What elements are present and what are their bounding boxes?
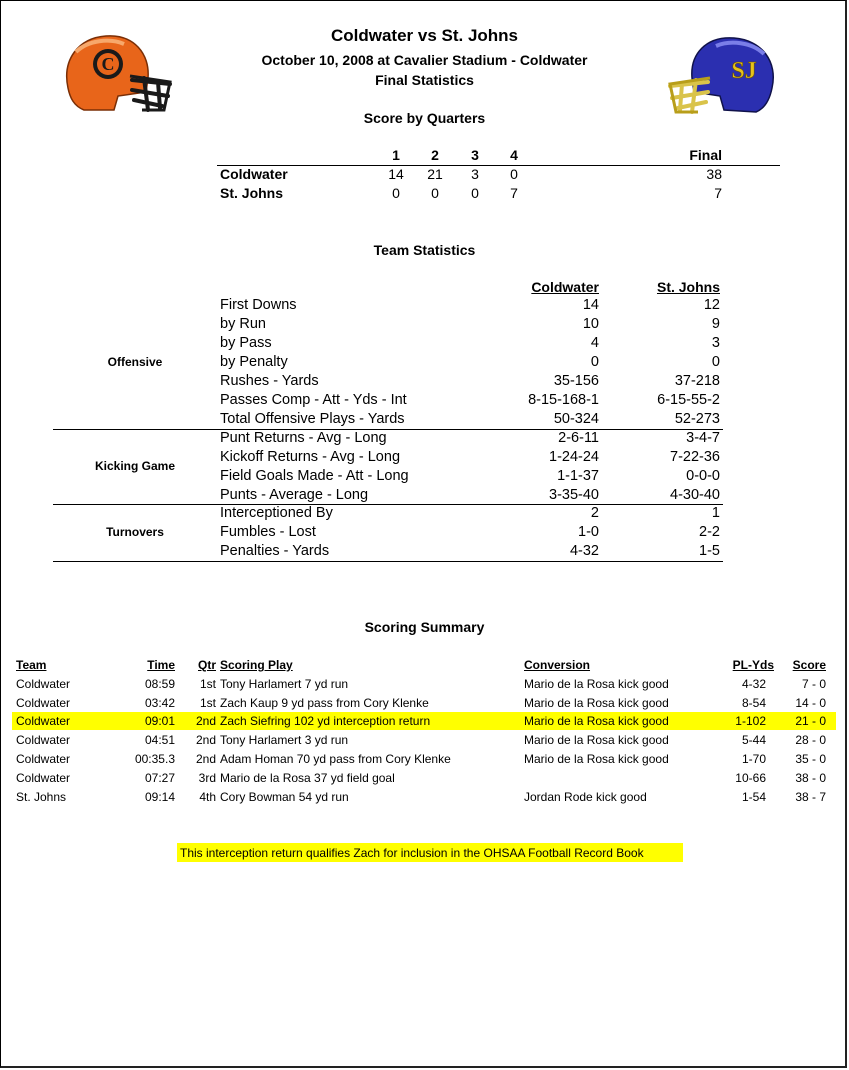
stat-stjohns: 52-273 xyxy=(674,411,720,427)
scoring-col-team: Team xyxy=(16,658,47,672)
stat-label: First Downs xyxy=(220,297,297,313)
stat-coldwater: 35-156 xyxy=(553,373,599,389)
scoring-col-time: Time xyxy=(147,658,175,672)
scoring-col-score: Score xyxy=(792,658,826,672)
stat-stjohns: 6-15-55-2 xyxy=(657,392,720,408)
group-label-kicking: Kicking Game xyxy=(94,459,176,473)
scoring-conversion: Mario de la Rosa kick good xyxy=(524,677,669,691)
stat-coldwater: 1-24-24 xyxy=(549,449,599,465)
quarter-score: 0 xyxy=(431,185,439,201)
quarter-header: 2 xyxy=(431,147,439,163)
scoring-score: 14 - 0 xyxy=(795,696,826,710)
quarter-score: 0 xyxy=(392,185,400,201)
scoring-qtr: 2nd xyxy=(195,752,216,766)
scoring-col-plyds: PL-Yds xyxy=(732,658,774,672)
stat-stjohns: 0-0-0 xyxy=(686,468,720,484)
scoring-conversion: Jordan Rode kick good xyxy=(524,790,647,804)
scoring-team: Coldwater xyxy=(16,677,71,691)
stat-label: by Pass xyxy=(220,335,272,351)
svg-text:SJ: SJ xyxy=(731,58,757,84)
stat-stjohns: 3-4-7 xyxy=(686,430,720,446)
scoring-qtr: 2nd xyxy=(195,733,216,747)
scoring-plyds: 1-70 xyxy=(741,752,766,766)
stat-coldwater: 1-1-37 xyxy=(557,468,599,484)
stat-coldwater: 1-0 xyxy=(578,524,599,540)
quarter-score: 0 xyxy=(510,166,518,182)
stat-stjohns: 9 xyxy=(711,316,720,332)
scoring-conversion: Mario de la Rosa kick good xyxy=(524,714,669,728)
stat-stjohns: 12 xyxy=(703,297,720,313)
scoring-time: 09:01 xyxy=(144,714,175,728)
group-divider xyxy=(53,504,723,505)
scoring-team: Coldwater xyxy=(16,696,71,710)
stat-coldwater: 4 xyxy=(590,335,599,351)
scoring-score: 38 - 0 xyxy=(795,771,826,785)
stat-stjohns: 4-30-40 xyxy=(670,487,720,503)
group-label-offensive: Offensive xyxy=(107,355,163,369)
final-header: Final xyxy=(689,147,722,163)
scoring-col-qtr: Qtr xyxy=(198,658,216,672)
scoring-time: 07:27 xyxy=(144,771,175,785)
game-date-location: October 10, 2008 at Cavalier Stadium - Coldwater xyxy=(261,52,588,68)
quarter-score: 14 xyxy=(388,166,404,182)
col-header-coldwater: Coldwater xyxy=(531,279,599,295)
scoring-qtr: 1st xyxy=(199,696,216,710)
stat-stjohns: 3 xyxy=(711,335,720,351)
scoring-plyds: 10-66 xyxy=(735,771,766,785)
final-score: 38 xyxy=(706,166,722,182)
scoring-team: Coldwater xyxy=(16,714,71,728)
stat-label: Interceptioned By xyxy=(220,505,333,521)
scoring-time: 09:14 xyxy=(144,790,175,804)
scoring-plyds: 1-102 xyxy=(735,714,766,728)
stat-coldwater: 0 xyxy=(590,354,599,370)
col-header-stjohns: St. Johns xyxy=(656,279,720,295)
team-name: Coldwater xyxy=(220,166,288,182)
stat-coldwater: 8-15-168-1 xyxy=(528,392,599,408)
team-stats-title: Team Statistics xyxy=(373,242,476,258)
scoring-team: Coldwater xyxy=(16,771,71,785)
scoring-plyds: 1-54 xyxy=(741,790,766,804)
final-score: 7 xyxy=(714,185,722,201)
quarter-header: 1 xyxy=(392,147,400,163)
stat-label: Total Offensive Plays - Yards xyxy=(220,411,405,427)
scoring-play: Mario de la Rosa 37 yd field goal xyxy=(220,771,395,785)
stat-coldwater: 10 xyxy=(582,316,599,332)
stat-label: Rushes - Yards xyxy=(220,373,319,389)
stat-coldwater: 2-6-11 xyxy=(558,430,599,446)
stat-coldwater: 3-35-40 xyxy=(549,487,599,503)
scoring-time: 08:59 xyxy=(144,677,175,691)
scoring-time: 04:51 xyxy=(144,733,175,747)
stat-label: Kickoff Returns - Avg - Long xyxy=(220,449,401,465)
scoring-qtr: 3rd xyxy=(198,771,216,785)
stat-coldwater: 50-324 xyxy=(553,411,599,427)
scoring-time: 03:42 xyxy=(144,696,175,710)
scoring-qtr: 4th xyxy=(199,790,216,804)
svg-text:C: C xyxy=(101,54,115,74)
stat-label: Fumbles - Lost xyxy=(220,524,316,540)
stat-label: by Penalty xyxy=(220,354,288,370)
page-title: Coldwater vs St. Johns xyxy=(330,26,519,45)
scoring-play: Cory Bowman 54 yd run xyxy=(220,790,349,804)
scoring-team: Coldwater xyxy=(16,752,71,766)
group-label-turnovers: Turnovers xyxy=(106,525,164,539)
scoring-play: Adam Homan 70 yd pass from Cory Klenke xyxy=(220,752,451,766)
scoring-team: St. Johns xyxy=(16,790,67,804)
stat-coldwater: 14 xyxy=(582,297,599,313)
scoring-score: 21 - 0 xyxy=(795,714,826,728)
scoring-plyds: 5-44 xyxy=(741,733,766,747)
scoring-title: Scoring Summary xyxy=(364,619,485,635)
stat-label: Penalties - Yards xyxy=(220,543,330,559)
scoring-play: Tony Harlamert 7 yd run xyxy=(220,677,349,691)
page-subtitle: Final Statistics xyxy=(375,72,474,88)
stat-label: Punt Returns - Avg - Long xyxy=(220,430,387,446)
scoring-conversion: Mario de la Rosa kick good xyxy=(524,696,669,710)
team-name: St. Johns xyxy=(220,185,284,201)
stat-coldwater: 2 xyxy=(590,505,599,521)
quarter-header: 3 xyxy=(471,147,479,163)
group-divider xyxy=(53,561,723,562)
stat-stjohns: 1-5 xyxy=(699,543,720,559)
scoring-team: Coldwater xyxy=(16,733,71,747)
scoring-score: 28 - 0 xyxy=(795,733,826,747)
scoring-col-conversion: Conversion xyxy=(524,658,591,672)
quarters-title: Score by Quarters xyxy=(363,110,486,126)
scoring-conversion: Mario de la Rosa kick good xyxy=(524,752,669,766)
stat-stjohns: 0 xyxy=(711,354,720,370)
group-divider xyxy=(53,429,723,430)
scoring-play: Zach Kaup 9 yd pass from Cory Klenke xyxy=(220,696,429,710)
quarter-score: 21 xyxy=(427,166,443,182)
quarter-score: 7 xyxy=(510,185,518,201)
scoring-conversion: Mario de la Rosa kick good xyxy=(524,733,669,747)
record-book-note: This interception return qualifies Zach for inclusion in the OHSAA Football Record Book xyxy=(180,846,644,860)
scoring-score: 38 - 7 xyxy=(795,790,826,804)
scoring-time: 00:35.3 xyxy=(134,752,175,766)
scoring-score: 35 - 0 xyxy=(795,752,826,766)
quarter-score: 0 xyxy=(471,185,479,201)
scoring-plyds: 4-32 xyxy=(741,677,766,691)
scoring-play: Tony Harlamert 3 yd run xyxy=(220,733,349,747)
scoring-col-play: Scoring Play xyxy=(220,658,293,672)
scoring-plyds: 8-54 xyxy=(741,696,766,710)
stat-label: Field Goals Made - Att - Long xyxy=(220,468,409,484)
stat-stjohns: 7-22-36 xyxy=(670,449,720,465)
stat-label: by Run xyxy=(220,316,266,332)
stat-stjohns: 2-2 xyxy=(699,524,720,540)
scoring-qtr: 2nd xyxy=(195,714,216,728)
quarter-score: 3 xyxy=(471,166,479,182)
stat-stjohns: 37-218 xyxy=(674,373,720,389)
stat-label: Punts - Average - Long xyxy=(220,487,369,503)
scoring-score: 7 - 0 xyxy=(801,677,826,691)
scoring-play: Zach Siefring 102 yd interception return xyxy=(220,714,431,728)
scoring-qtr: 1st xyxy=(199,677,216,691)
quarter-header: 4 xyxy=(510,147,518,163)
stat-label: Passes Comp - Att - Yds - Int xyxy=(220,392,407,408)
stat-coldwater: 4-32 xyxy=(569,543,599,559)
stat-stjohns: 1 xyxy=(711,505,720,521)
